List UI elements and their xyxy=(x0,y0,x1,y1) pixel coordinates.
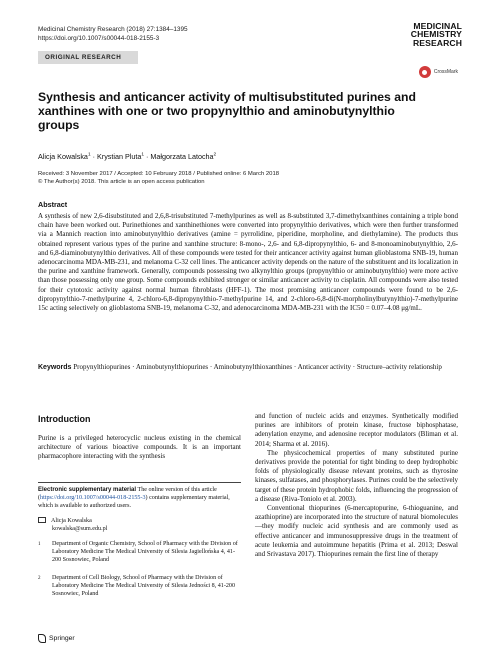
esm-text: ) contains supplementary material, which is available to authorized users. xyxy=(38,494,230,509)
author-separator: · xyxy=(144,152,151,161)
crossmark-label: CrossMark xyxy=(433,69,458,75)
logo-line-1: MEDICINAL xyxy=(413,21,462,31)
keywords-label: Keywords xyxy=(38,364,72,371)
keywords xyxy=(38,363,458,372)
author-list xyxy=(38,152,216,161)
crossmark-badge[interactable] xyxy=(419,66,458,78)
springer-horse-icon xyxy=(38,634,46,643)
esm-text: The online version of this article ( xyxy=(38,487,217,501)
article-type-banner: ORIGINAL RESEARCH xyxy=(38,51,138,64)
envelope-icon xyxy=(38,517,46,523)
author-separator: · xyxy=(90,152,97,161)
received-accepted-dates: Received: 3 November 2017 / Accepted: 10 February 2018 / Published online: 6 March 2018 xyxy=(38,171,280,177)
logo-line-2: CHEMISTRY xyxy=(410,29,462,40)
affiliation-number: 1 xyxy=(38,542,41,547)
author-affil-sup: 2 xyxy=(213,152,217,158)
author-name[interactable]: Małgorzata Latocha xyxy=(150,152,214,161)
keywords-text: Propynylthiopurines · Aminobutynylthiopurines · Aminobutynylthioxanthines · Anticancer activity · Structure–activity relationship xyxy=(73,363,442,371)
intro-paragraph: Conventional thiopurines (6-mercaptopurine, 6-thioguanine, and azathioprine) are incorporated into the structure of natural biomolecules—they modify nucleic acid synthesis and are commonly used as effective anticancer and immunosuppressive drugs in the treatment of acute leukemia and autoimmune hepatitis (Prima et al. 2013; Deswal and Srivastava 2017). Thiopurines remain the first line of therapy xyxy=(255,504,458,559)
author-name[interactable]: Krystian Pluta xyxy=(97,152,142,161)
abstract-heading: Abstract xyxy=(38,200,68,209)
author-affil-sup: 1 xyxy=(87,152,91,158)
publisher-logo xyxy=(38,634,75,643)
esm-label: Electronic supplementary material xyxy=(38,487,137,493)
copyright-notice: © The Author(s) 2018. This article is an open access publication xyxy=(38,179,205,185)
journal-citation: Medicinal Chemistry Research (2018) 27:1384–1395 xyxy=(38,26,188,33)
supplementary-material-note xyxy=(38,482,241,511)
publisher-name: Springer xyxy=(49,635,75,642)
esm-link[interactable]: https://doi.org/10.1007/s00044-018-2155-3 xyxy=(40,494,146,501)
introduction-heading: Introduction xyxy=(38,414,91,424)
intro-paragraph: and function of nucleic acids and enzymes. Synthetically modified purines are inhibitors of protein kinase, fructose biphosphatase, adenylation enzyme, and adenosine receptor modulators (Bliman et al. 2014; Sharma et al. 2016). xyxy=(255,412,458,448)
intro-column-right xyxy=(255,412,458,559)
author-affil-sup: 1 xyxy=(141,152,145,158)
logo-line-3: RESEARCH xyxy=(412,37,462,48)
doi-link[interactable]: https://doi.org/10.1007/s00044-018-2155-3 xyxy=(38,34,160,42)
affiliation-text: Department of Organic Chemistry, School of Pharmacy with the Division of Laboratory Medicine The Medical University of Silesia Jagiellońska 4, 41-200 Sosnowiec, Poland xyxy=(52,541,238,563)
corresponding-author: Alicja Kowalska xyxy=(51,518,92,524)
affiliation xyxy=(38,575,241,599)
affiliation xyxy=(38,541,241,565)
corresponding-email[interactable]: kowalska@sum.edu.pl xyxy=(52,525,108,532)
journal-meta xyxy=(38,26,188,43)
journal-logo xyxy=(411,22,462,47)
publication-dates xyxy=(38,170,279,186)
affiliation-number: 2 xyxy=(38,576,41,581)
intro-paragraph: The physicochemical properties of many substituted purine derivatives provide the potential for tight binding to deep hydrophobic folds of physiologically disease relevant proteins, such as thyrosine kinases, sulfatases, and phosphorylases. Purines could be the selectively target of these protein hydrophobic folds, influencing the progression of a disease (Riva-Toniolo et al. 2003). xyxy=(255,448,458,503)
author-name[interactable]: Alicja Kowalska xyxy=(38,152,88,161)
abstract-text: A synthesis of new 2,6-disubstituted and 2,6,8-trisubstituted 7-methylpurines as well as 8-substituted 3,7-dimethylxanthines containing a triple bond chain have been worked out. Purinethiones and xanthinethiones were converted into propynylthio derivatives, which were then further transformed via a Mannich reaction into aminobutynylthio derivatives (amine = pyrrolidine, piperidine, morpholine, and diethylamine). The products thus obtained represent various types of the purine and xanthine structure: 8-mono-, 2,6- and 6,8-dipropynylthio, 6- and 8-monoaminobutynylthio, 2,6- and 6,8-diaminobutynylthio derivatives. All of these compounds were tested for their anticancer activity against human glioblastoma SNB-19, human adenocarcinoma MDA-MB-231, and melanoma C-32 cell lines. The anticancer activity depends on the nature of the substituent and its localization in the purine and xanthine framework. Generally, compounds possessing two alkynylthio groups (propynylthio or aminobutynylthio) were more active than those possessing only one group. Some compounds exhibited stronger or similar anticancer activity to cisplatin. All compounds were also tested for their cytotoxic activity against normal human fibroblasts (HFF-1). The most promising anticancer compounds were found to be 2,6-dipropynylthio-7-methylpurine 4, 2-chloro-6,8-dipropynylthio-7-methylpurine 14, and 2-chloro-6,8-di(N-morpholinylbutynylthio)-7-methylpurine 15c acting selectively on glioblastoma SNB-19, melanoma C-32, and adenocarcinoma MDA-MB-231 with the IC50 = 0.07–4.08 μg/mL. xyxy=(38,212,458,313)
correspondence xyxy=(38,516,241,534)
intro-paragraph-left: Purine is a privileged heterocyclic nucleus existing in the chemical architecture of various bioactive compounds. It is an important pharmacophore interacting with the synthesis xyxy=(38,434,241,461)
crossmark-icon xyxy=(419,66,431,78)
article-title: Synthesis and anticancer activity of multisubstituted purines and xanthines with one or two propynylthio and aminobutynylthio groups xyxy=(38,90,416,133)
affiliation-text: Department of Cell Biology, School of Pharmacy with the Division of Laboratory Medicine The Medical University of Silesia Jedności 8, 41-200 Sosnowiec, Poland xyxy=(52,575,235,597)
